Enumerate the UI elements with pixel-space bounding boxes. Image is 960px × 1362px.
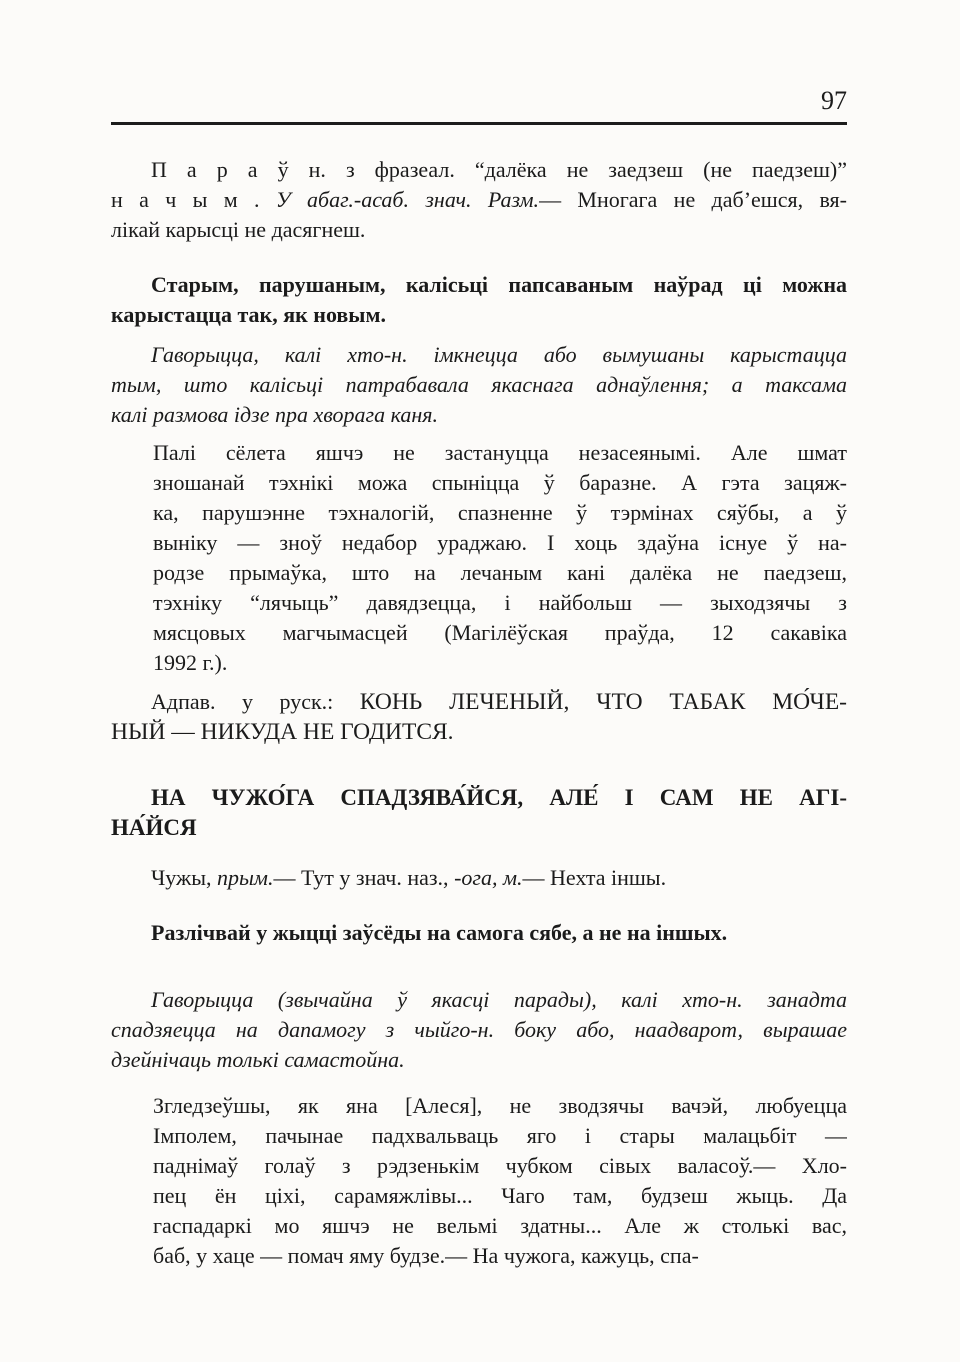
text-line [111,155,847,185]
page-header [0,88,960,125]
text-line [153,1211,847,1241]
text-segment: НА́ЙСЯ [111,815,197,840]
text-line [111,918,847,948]
text-line [111,215,847,245]
text-line [111,717,847,747]
text-segment: Згледзеўшы, як яна [Алеся], не зводзячы вачэй, любуецца [153,1093,847,1118]
text-segment: Імполем, пачынае падхвальваць яго і стары малацьбіт — [153,1123,847,1148]
entry1-meaning [111,270,847,330]
text-segment: родзе прымаўка, што на лечаным кані далёка не паедзеш, [153,560,847,585]
text-line [111,340,847,370]
text-segment: — Нехта іншы. [522,865,667,890]
text-segment: -ога, м. [454,865,523,890]
text-segment: дзейнічаць толькі самастойна. [111,1047,405,1072]
text-line [153,558,847,588]
text-segment: Палі сёлета яшчэ не застануцца незасеянымі. Але шмат [153,440,847,465]
text-segment: ка, парушэнне тэхналогій, спазненне ў тэрмінах сяўбы, а ў [153,500,847,525]
text-segment: лікай карысці не дасягнеш. [111,217,366,242]
text-line [111,270,847,300]
text-segment: мясцовых магчымасцей (Магілёўская праўда, 12 сакавіка [153,620,847,645]
text-line [153,618,847,648]
text-segment: Разлічвай у жыцці заўсёды на самога сябе, а не на іншых. [151,920,728,945]
text-line [111,813,847,843]
text-segment: — Тут у знач. наз., [273,865,455,890]
text-line [111,300,847,330]
text-segment: НЫЙ — НИКУДА НЕ ГОДИТСЯ. [111,719,454,745]
page-content [0,125,960,1271]
text-segment: спадзяецца на дапамогу з чыйго-н. боку або, наадварот, вырашае [111,1017,847,1042]
text-line [153,588,847,618]
text-segment: Гаворыцца (звычайна ў якасці парады), калі хто-н. занадта [151,987,847,1012]
text-line [153,468,847,498]
text-segment: баб, у хаце — помач яму будзе.— На чужога, кажуць, спа- [153,1243,699,1268]
text-line [111,783,847,813]
text-segment: П а р а ў н. з фразеал. “далёка не заедзеш (не паедзеш)” [151,157,847,182]
comparison-note [111,155,847,245]
text-segment: Гаворыцца, калі хто-н. імкнецца або вымушаны карыстацца [151,342,847,367]
text-segment: Адпав. у руск.: [151,689,360,714]
text-segment: паднімаў голаў з рэдзенькім чубком сівых валасоў.— Хло- [153,1153,847,1178]
text-segment: Чужы, [151,865,217,890]
entry2-meaning [111,918,847,948]
text-line [153,648,847,678]
grammar-note [111,863,847,893]
russian-equivalent [111,687,847,747]
text-line [111,400,847,430]
text-segment: КОНЬ ЛЕЧЕНЫЙ, ЧТО ТАБАК МО́ЧЕ- [359,689,847,715]
entry2-quote [153,1091,847,1271]
text-line [153,438,847,468]
text-line [153,1121,847,1151]
text-segment: — Многага не даб’ешся, вя- [539,187,847,212]
entry1-usage-note [111,340,847,430]
text-segment: НА ЧУЖО́ГА СПАДЗЯВА́ЙСЯ, АЛЕ́ І САМ НЕ АГІ- [151,785,847,810]
text-line [111,370,847,400]
text-segment: выніку — зноў недабор ураджаю. І хоць здаўна існуе ў на- [153,530,847,555]
text-segment: Старым, парушаным, калісьці папсаваным наўрад ці можна [151,272,847,297]
text-line [111,1045,847,1075]
text-segment: У абаг.-асаб. знач. Разм. [275,187,540,212]
text-line [111,985,847,1015]
text-line [111,185,847,215]
text-segment: гаспадаркі мо яшчэ не вельмі здатны... Але ж столькі вас, [153,1213,847,1238]
text-segment: тым, што калісьці патрабавала якаснага аднаўлення; а таксама [111,372,847,397]
text-line [153,498,847,528]
text-line [111,1015,847,1045]
text-line [153,1151,847,1181]
text-line [153,1181,847,1211]
page-number: 97 [821,86,847,115]
text-segment: 1992 г.). [153,650,228,675]
text-segment: прым. [217,865,274,890]
text-segment: тэхніку “лячыць” давядзецца, і найбольш — зыходзячы з [153,590,847,615]
text-line [153,1091,847,1121]
text-segment: н а ч ы м . [111,187,276,212]
text-line [153,528,847,558]
text-line [111,687,847,717]
text-segment: зношанай тэхнікі можа спыніцца ў баразне. А гэта зацяж- [153,470,847,495]
entry1-quote [153,438,847,678]
text-line [153,1241,847,1271]
headword [111,783,847,843]
text-line [111,863,847,893]
text-segment: пец ён ціхі, сарамяжлівы... Чаго там, будзеш жыць. Да [153,1183,847,1208]
text-segment: карыстацца так, як новым. [111,302,386,327]
text-segment: калі размова ідзе пра хворага каня. [111,402,439,427]
entry2-usage-note [111,985,847,1075]
